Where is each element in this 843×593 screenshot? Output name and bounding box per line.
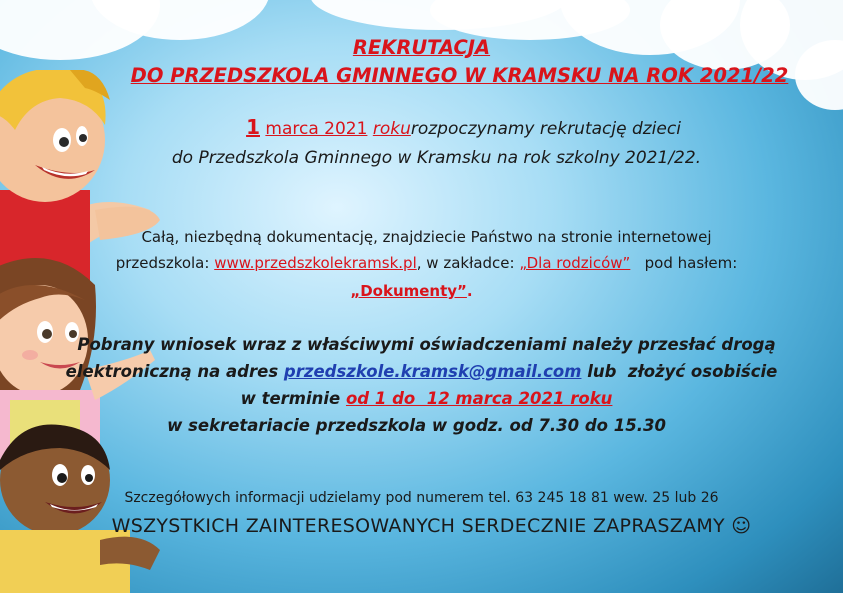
contact-text: Szczegółowych informacji udzielamy pod numerem tel. 63 245 18 81 wew. 25 lub 26 (124, 490, 719, 506)
docs-line-1-text: Całą, niezbędną dokumentację, znajdziecie Państwo na stronie internetowej (141, 228, 712, 246)
parents-tab-link[interactable]: „Dla rodziców” (519, 254, 631, 272)
email-link[interactable]: przedszkole.kramsk@gmail.com (283, 362, 582, 381)
intro-rest: rozpoczynamy rekrutację dzieci (410, 119, 681, 139)
contact-line (0, 490, 843, 506)
documents-keyword: „Dokumenty” (350, 282, 467, 300)
docs-line-1 (5, 228, 843, 246)
closing-line (10, 515, 843, 537)
docs-line-2 (5, 254, 843, 272)
intro-line-2 (15, 148, 843, 168)
submission-dates: od 1 do 12 marca 2021 roku (345, 389, 613, 408)
submit-line-1 (5, 335, 843, 354)
docs-prefix: przedszkola: (115, 254, 215, 272)
submit-line-4 (0, 416, 838, 435)
website-link[interactable]: www.przedszkolekramsk.pl (214, 254, 417, 272)
title-line-2: DO PRZEDSZKOLA GMINNEGO W KRAMSKU NA ROK 2021/22 (130, 64, 789, 87)
start-month-year: marca 2021 (265, 119, 368, 139)
title-line-1: REKRUTACJA (352, 36, 491, 59)
page-subtitle (38, 64, 843, 87)
docs-mid: , w zakładce: (416, 254, 520, 272)
submit-line-3-prefix: w terminie (240, 389, 346, 408)
docs-line-3 (0, 282, 833, 300)
closing-text: WSZYSTKICH ZAINTERESOWANYCH SERDECZNIE ZAPRASZAMY ☺ (111, 515, 752, 537)
submit-suffix: lub złożyć osobiście (581, 362, 778, 381)
intro-line-2-text: do Przedszkola Gminnego w Kramsku na rok szkolny 2021/22. (171, 148, 702, 168)
submit-line-2 (0, 362, 843, 381)
start-roku: roku (372, 119, 411, 139)
submit-line-1-text: Pobrany wniosek wraz z właściwymi oświadczeniami należy przesłać drogą (77, 335, 776, 354)
docs-keyword-end: . (466, 282, 473, 300)
submit-prefix: elektroniczną na adres (65, 362, 284, 381)
start-day: 1 (246, 115, 260, 139)
office-hours: w sekretariacie przedszkola w godz. od 7.30 do 15.30 (167, 416, 666, 435)
page-title (0, 36, 843, 59)
intro-line-1 (42, 115, 843, 139)
docs-suffix: pod hasłem: (630, 254, 738, 272)
child-boy-icon (0, 424, 160, 593)
submit-line-3 (5, 389, 843, 408)
